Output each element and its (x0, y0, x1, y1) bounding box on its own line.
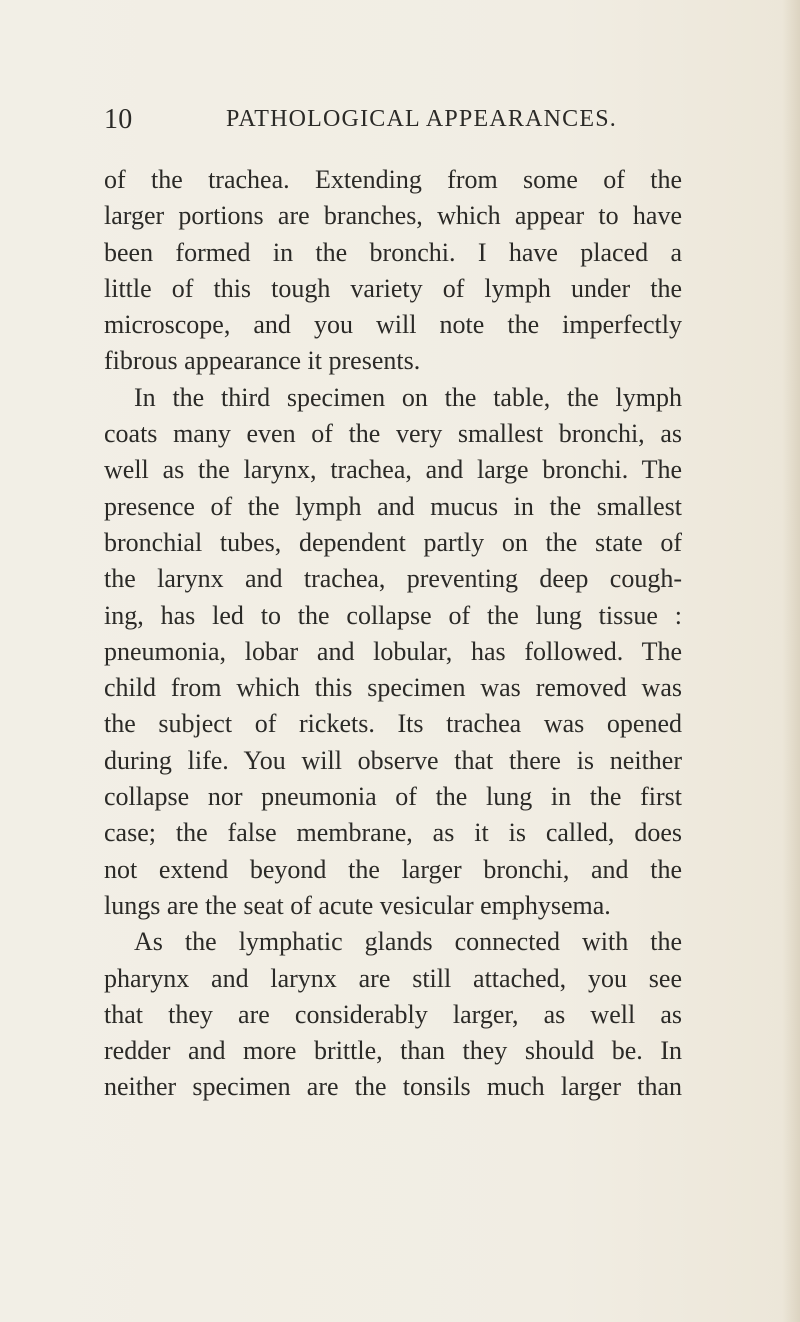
text-line: microscope, and you will note the imperfectly (104, 310, 682, 340)
text-line: ing, has led to the collapse of the lung tissue : (104, 600, 682, 630)
text-line: presence of the lymph and mucus in the smallest (104, 491, 682, 521)
text-line: pneumonia, lobar and lobular, has followed. The (104, 636, 682, 666)
text-line: fibrous appearance it presents. (104, 346, 421, 376)
text-line: case; the false membrane, as it is called, does (104, 818, 682, 848)
body-text (104, 162, 682, 1106)
page-number: 10 (104, 104, 133, 135)
text-line: the larynx and trachea, preventing deep cough- (104, 564, 682, 594)
text-line: been formed in the bronchi. I have placed a (104, 237, 682, 267)
text-line: redder and more brittle, than they should be. In (104, 1036, 682, 1066)
text-line: not extend beyond the larger bronchi, and the (104, 854, 682, 884)
text-line: coats many even of the very smallest bronchi, as (104, 419, 682, 449)
text-line: pharynx and larynx are still attached, you see (104, 963, 682, 993)
text-line: As the lymphatic glands connected with the (134, 927, 682, 957)
page-header (104, 104, 624, 140)
text-line: collapse nor pneumonia of the lung in the first (104, 782, 682, 812)
text-line: lungs are the seat of acute vesicular emphysema. (104, 890, 611, 920)
text-line: during life. You will observe that there is neither (104, 745, 682, 775)
text-line: of the trachea. Extending from some of the (104, 165, 682, 194)
text-line: the subject of rickets. Its trachea was opened (104, 709, 682, 739)
running-head: PATHOLOGICAL APPEARANCES. (226, 106, 617, 132)
text-line: neither specimen are the tonsils much larger than (104, 1072, 682, 1102)
text-line: In the third specimen on the table, the lymph (134, 382, 682, 412)
text-line: child from which this specimen was removed was (104, 673, 682, 703)
text-line: little of this tough variety of lymph under the (104, 273, 682, 303)
text-line: bronchial tubes, dependent partly on the state of (104, 527, 682, 557)
page-edge-shadow (782, 0, 800, 1322)
text-line: well as the larynx, trachea, and large bronchi. The (104, 455, 682, 485)
text-line: that they are considerably larger, as well as (104, 999, 682, 1029)
text-line: larger portions are branches, which appear to have (104, 201, 682, 231)
